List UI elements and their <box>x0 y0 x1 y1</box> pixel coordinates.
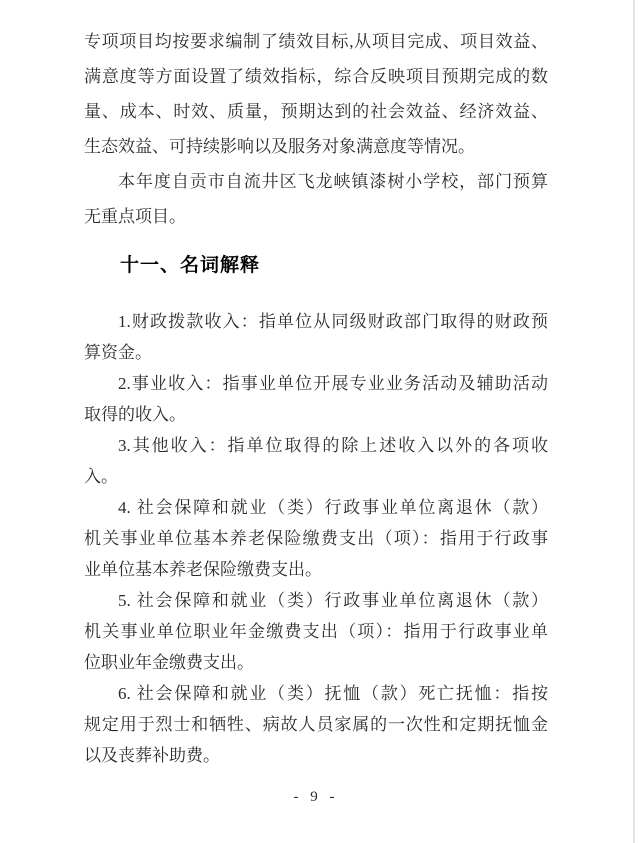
term-line: 5. 社会保障和就业（类）行政事业单位离退休（款） <box>118 591 548 610</box>
paragraph-line: 满意度等方面设置了绩效指标，综合反映项目预期完成的数 <box>84 67 548 86</box>
glossary-term-5 <box>84 585 548 678</box>
page-body <box>84 24 548 771</box>
paragraph-performance-indicators <box>84 24 548 164</box>
paragraph-line: 生态效益、可持续影响以及服务对象满意度等情况。 <box>84 137 475 156</box>
glossary-terms <box>84 306 548 771</box>
paragraph-line: 本年度自贡市自流井区飞龙峡镇漆树小学校，部门预算 <box>118 172 548 191</box>
term-line: 算资金。 <box>84 343 152 362</box>
glossary-term-6 <box>84 678 548 771</box>
glossary-term-4 <box>84 492 548 585</box>
term-line: 1.财政拨款收入：指单位从同级财政部门取得的财政预 <box>118 312 548 331</box>
glossary-term-1 <box>84 306 548 368</box>
glossary-term-2 <box>84 368 548 430</box>
term-line: 规定用于烈士和牺牲、病故人员家属的一次性和定期抚恤金 <box>84 715 548 734</box>
term-line: 以及丧葬补助费。 <box>84 746 220 765</box>
paragraph-line: 无重点项目。 <box>84 207 186 226</box>
term-line: 2.事业收入：指事业单位开展专业业务活动及辅助活动 <box>118 374 548 393</box>
section-heading-glossary: 十一、名词解释 <box>120 255 261 276</box>
glossary-term-3 <box>84 430 548 492</box>
term-line: 机关事业单位基本养老保险缴费支出（项）：指用于行政事 <box>84 529 548 548</box>
term-line: 机关事业单位职业年金缴费支出（项）：指用于行政事业单 <box>84 622 548 641</box>
term-line: 取得的收入。 <box>84 405 186 424</box>
term-line: 4. 社会保障和就业（类）行政事业单位离退休（款） <box>118 498 548 517</box>
paragraph-line: 量、成本、时效、质量，预期达到的社会效益、经济效益、 <box>84 102 548 121</box>
term-line: 业单位基本养老保险缴费支出。 <box>84 560 322 579</box>
term-line: 入。 <box>84 467 118 486</box>
paragraph-no-key-projects <box>84 164 548 234</box>
page-right-edge-divider <box>633 0 635 843</box>
term-line: 3.其他收入：指单位取得的除上述收入以外的各项收 <box>118 436 548 455</box>
paragraph-line: 专项项目均按要求编制了绩效目标,从项目完成、项目效益、 <box>84 32 548 51</box>
term-line: 6. 社会保障和就业（类）抚恤（款）死亡抚恤：指按 <box>118 684 548 703</box>
page-number: - 9 - <box>293 789 339 805</box>
term-line: 位职业年金缴费支出。 <box>84 653 254 672</box>
